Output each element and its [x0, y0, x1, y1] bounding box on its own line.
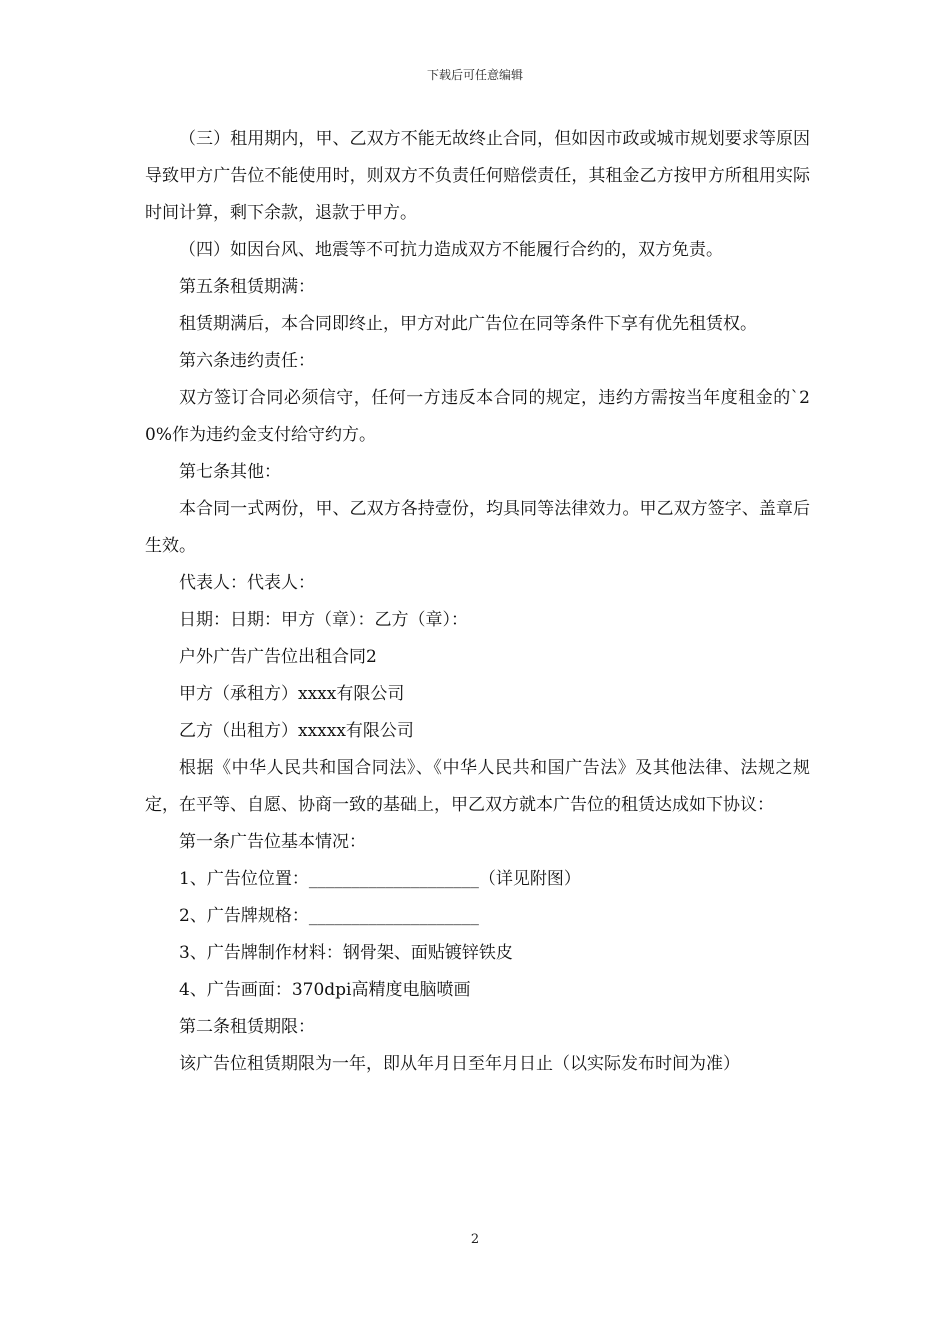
- list-item: 3、广告牌制作材料：钢骨架、面贴镀锌铁皮: [179, 943, 513, 963]
- document-body: [145, 121, 810, 1083]
- signature-line: 代表人：代表人：: [179, 573, 315, 593]
- contract-title: 户外广告广告位出租合同2: [179, 647, 377, 667]
- list-item: 2、广告牌规格：____________________: [179, 906, 479, 926]
- party-a: 甲方（承租方）xxxx有限公司: [179, 684, 405, 704]
- list-item: 4、广告画面：370dpi高精度电脑喷画: [179, 980, 471, 1000]
- section-heading: 第二条租赁期限：: [179, 1017, 315, 1037]
- paragraph: 根据《中华人民共和国合同法》、《中华人民共和国广告法》及其他法律、法规之规定，在平等、自愿、协商一致的基础上，甲乙双方就本广告位的租赁达成如下协议：: [145, 758, 810, 815]
- paragraph: 该广告位租赁期限为一年，即从年月日至年月日止（以实际发布时间为准）: [179, 1054, 740, 1074]
- paragraph: （四）如因台风、地震等不可抗力造成双方不能履行合约的，双方免责。: [179, 240, 723, 260]
- section-heading: 第一条广告位基本情况：: [179, 832, 366, 852]
- section-heading: 第七条其他：: [179, 462, 281, 482]
- paragraph: 租赁期满后，本合同即终止，甲方对此广告位在同等条件下享有优先租赁权。: [179, 314, 757, 334]
- list-item: 1、广告位位置：____________________（详见附图）: [179, 869, 581, 889]
- section-heading: 第五条租赁期满：: [179, 277, 315, 297]
- section-heading: 第六条违约责任：: [179, 351, 315, 371]
- paragraph: 本合同一式两份，甲、乙双方各持壹份，均具同等法律效力。甲乙双方签字、盖章后生效。: [145, 499, 810, 556]
- page-number: 2: [470, 1232, 480, 1247]
- date-line: 日期：日期：甲方（章）：乙方（章）：: [179, 610, 468, 630]
- page-header: 下载后可任意编辑: [426, 68, 523, 82]
- paragraph: （三）租用期内，甲、乙双方不能无故终止合同，但如因市政或城市规划要求等原因导致甲方广告位不能使用时，则双方不负责任何赔偿责任，其租金乙方按甲方所租用实际时间计算，剩下余款，退款于甲方。: [145, 129, 810, 223]
- paragraph: 双方签订合同必须信守，任何一方违反本合同的规定，违约方需按当年度租金的`20%作为违约金支付给守约方。: [145, 388, 810, 445]
- party-b: 乙方（出租方）xxxxx有限公司: [179, 721, 414, 741]
